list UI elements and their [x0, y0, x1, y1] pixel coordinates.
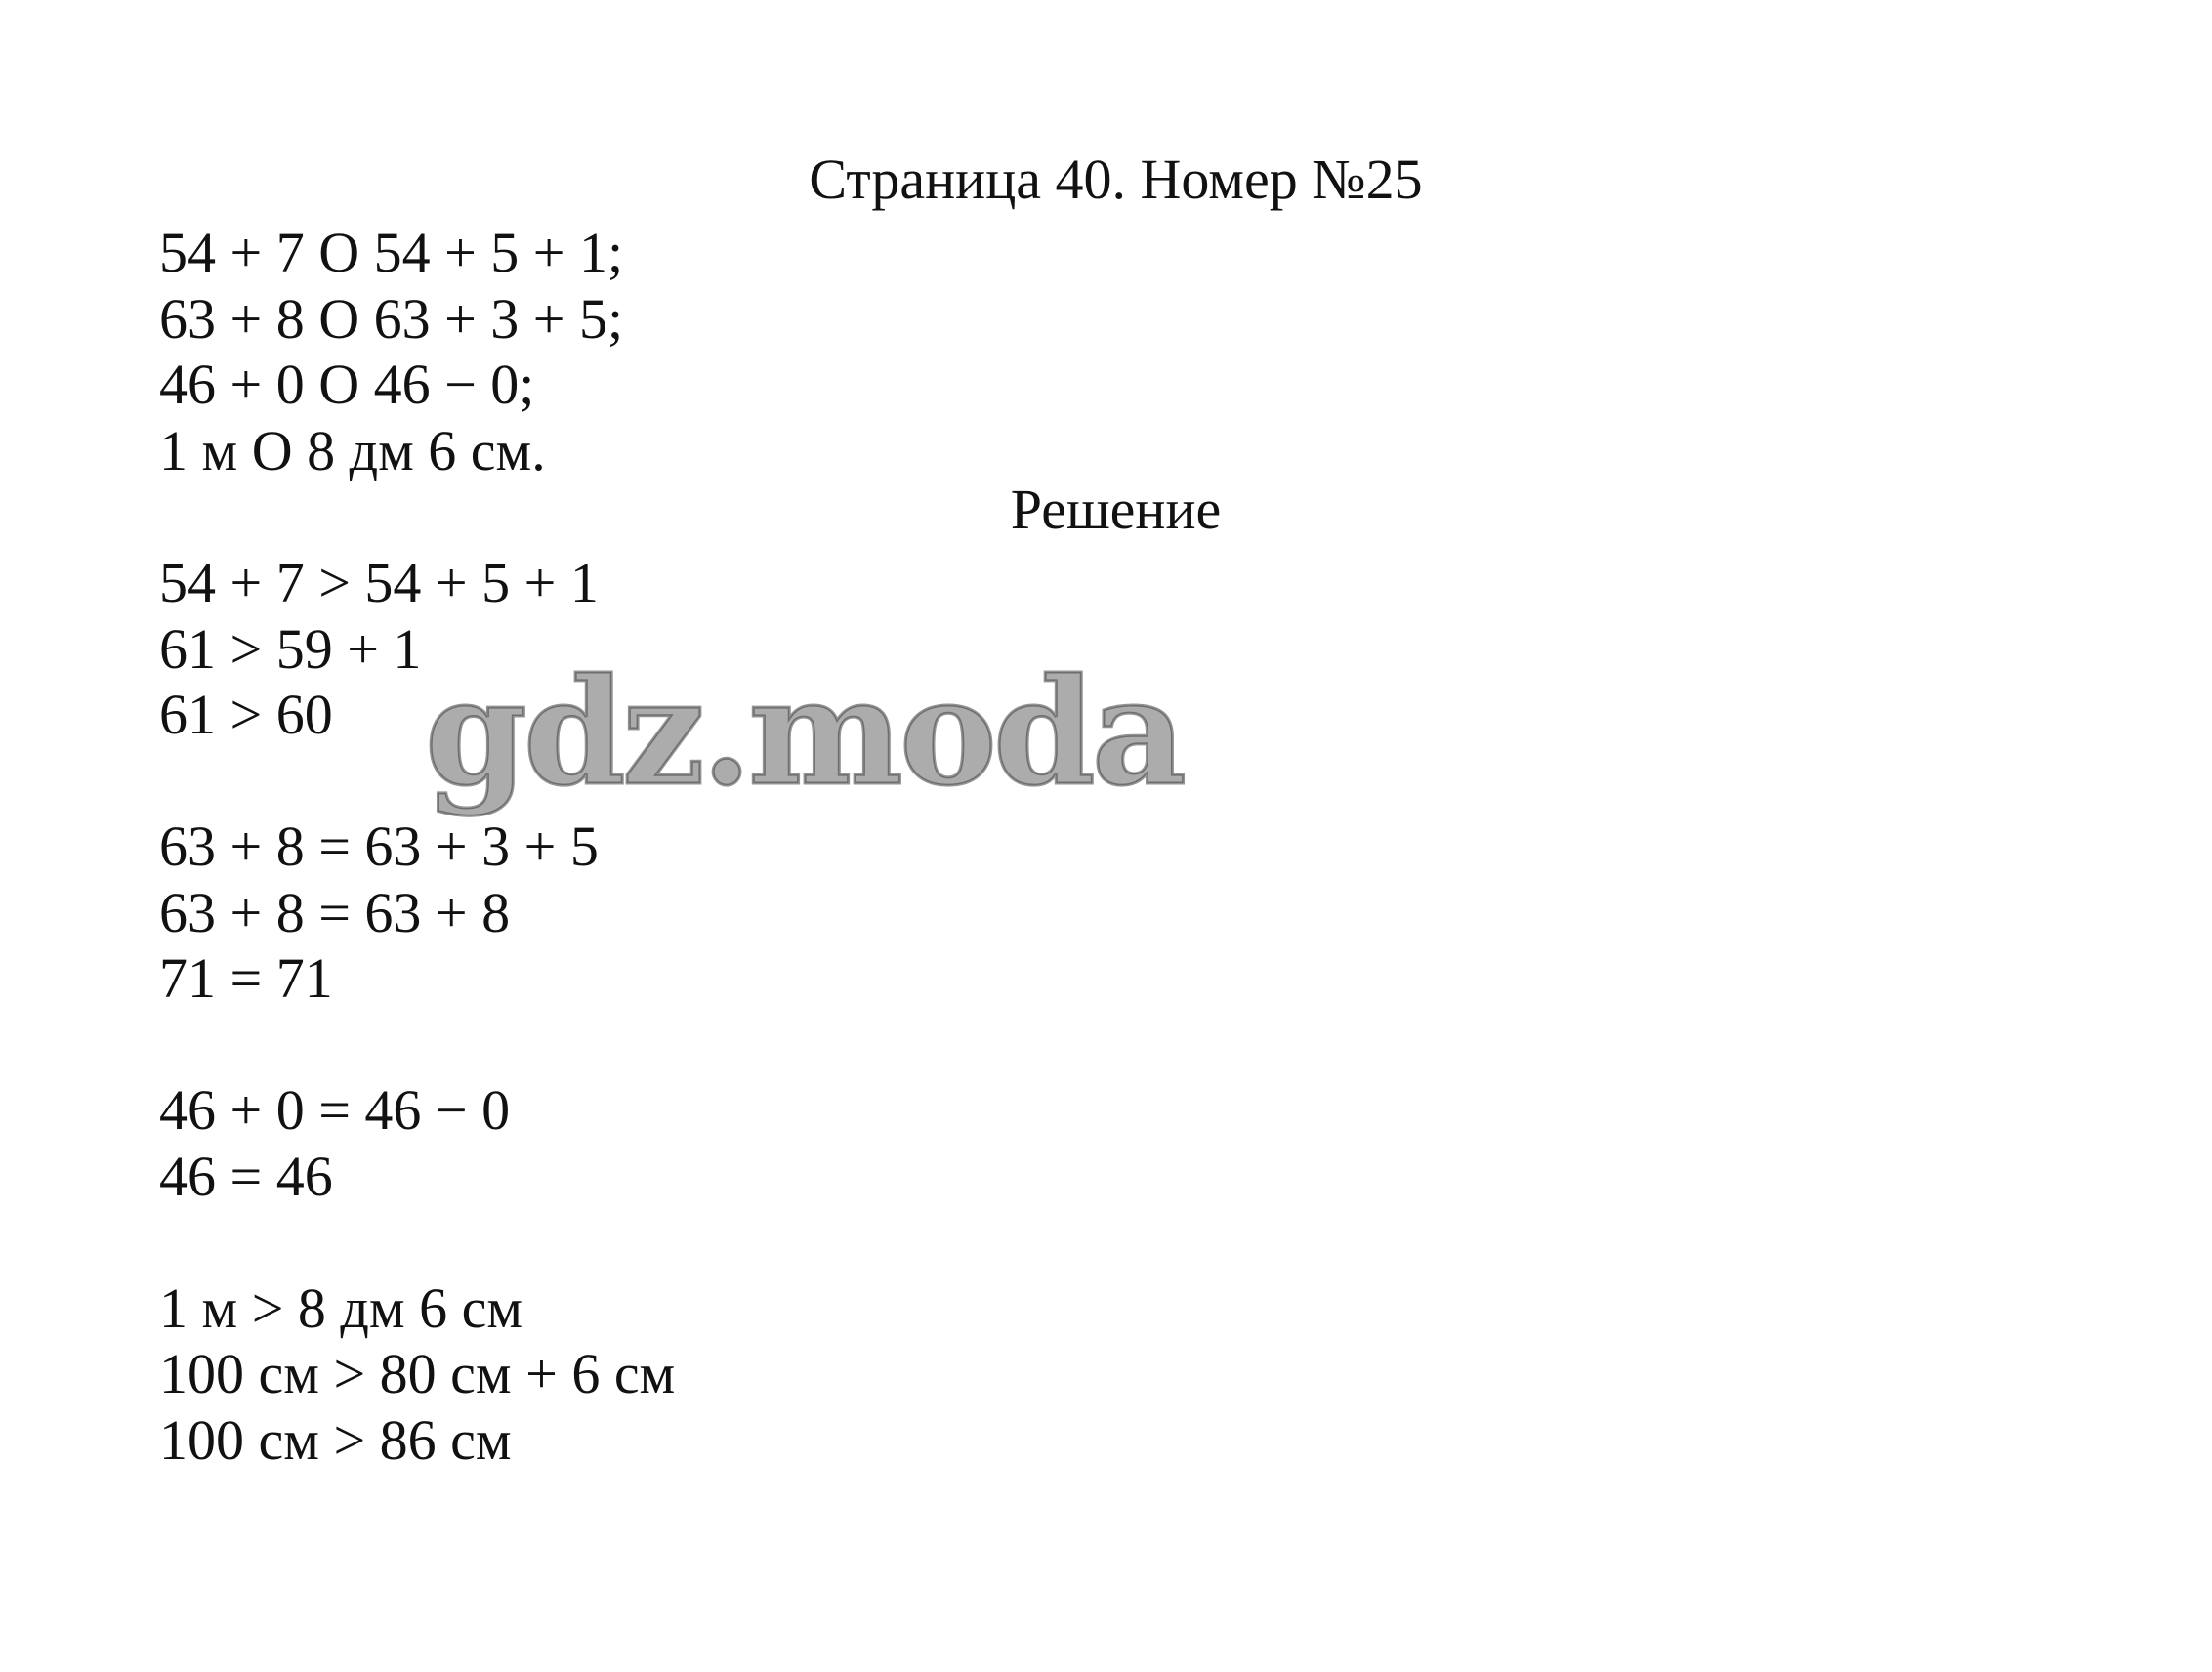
solution-line: 54 + 7 > 54 + 5 + 1: [159, 551, 599, 614]
solution-line: 63 + 8 = 63 + 8: [159, 880, 511, 944]
task-lines: [159, 220, 623, 483]
page-title: Страница 40. Номер №25: [809, 147, 1423, 211]
blank-line: [159, 1209, 675, 1275]
solution-line: 46 = 46: [159, 1144, 333, 1208]
solution-heading: Решение: [1010, 478, 1222, 541]
solution-line: 100 см > 80 см + 6 см: [159, 1342, 676, 1405]
solution-line: 46 + 0 = 46 − 0: [159, 1078, 511, 1142]
solution-line: 63 + 8 = 63 + 3 + 5: [159, 815, 599, 878]
watermark-logo: gdz.moda: [425, 647, 1184, 818]
task-line: 54 + 7 O 54 + 5 + 1;: [159, 221, 624, 284]
blank-line: [159, 748, 675, 815]
solution-line: 61 > 60: [159, 683, 333, 746]
task-line: 1 м O 8 дм 6 см.: [159, 418, 546, 482]
solution-line: 1 м > 8 дм 6 см: [159, 1275, 523, 1340]
solution-line: 71 = 71: [159, 946, 333, 1010]
solution-line: 100 см > 86 см: [159, 1407, 512, 1472]
solution-line: 61 > 59 + 1: [159, 616, 422, 681]
solution-lines: [159, 550, 675, 1473]
blank-line: [159, 1012, 675, 1078]
task-line: 63 + 8 O 63 + 3 + 5;: [159, 286, 624, 351]
task-line: 46 + 0 O 46 − 0;: [159, 353, 535, 416]
